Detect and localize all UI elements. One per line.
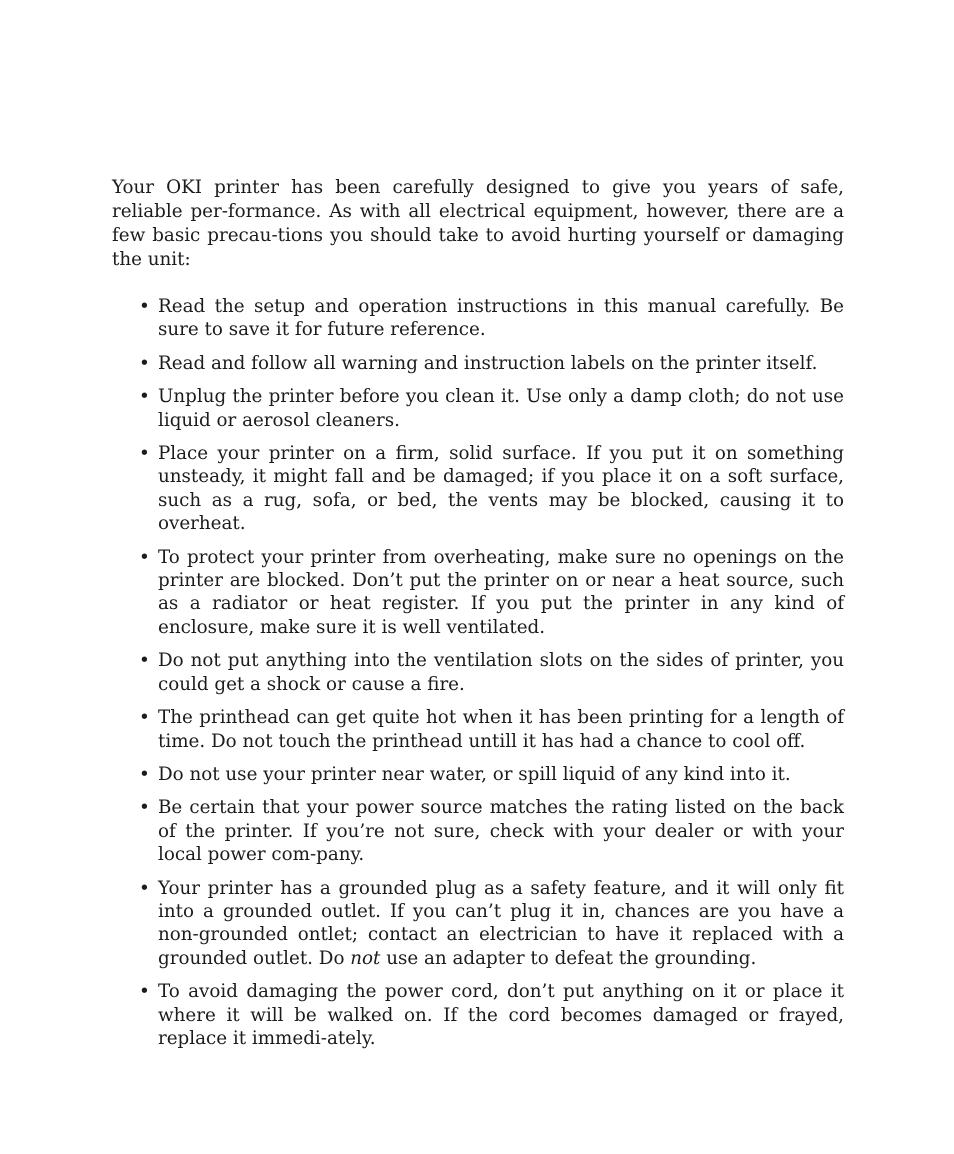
list-item (112, 796, 844, 866)
list-item-text: Place your printer on a firm, solid surface. If you put it on something unsteady, it might fall and be damaged; if you place it on a soft surface, such as a rug, sofa, or bed, the vents may be blocked, causing it to overheat. (158, 443, 844, 535)
list-item (112, 877, 844, 971)
list-item-text: Unplug the printer before you clean it. Use only a damp cloth; do not use liquid or aerosol cleaners. (158, 386, 844, 431)
bullet-icon: • (139, 386, 150, 408)
bullet-icon: • (139, 707, 150, 729)
bullet-icon: • (139, 797, 150, 819)
list-item-text: Read and follow all warning and instruction labels on the printer itself. (158, 352, 818, 374)
intro-paragraph: Your OKI printer has been carefully designed to give you years of safe, reliable per-formance. As with all electrical equipment, however, there are a few basic precau-tions you should take to avoid hurting yourself or damaging the unit: (112, 177, 844, 270)
list-item (112, 385, 844, 432)
bullet-icon: • (139, 650, 150, 672)
list-item-text-after: use an adapter to defeat the grounding. (380, 947, 757, 969)
list-item-text-before: Your printer has a grounded plug as a safety feature, and it will only fit into a grounded outlet. If you can’t plug it in, chances are you have a non-grounded ontlet; contact an electrician to have it replaced with a grounded outlet. Do (158, 877, 844, 969)
safety-page (112, 176, 844, 1060)
list-item (112, 352, 844, 375)
bullet-icon: • (139, 981, 150, 1003)
list-item (112, 295, 844, 342)
list-item-text: Do not use your printer near water, or spill liquid of any kind into it. (158, 763, 791, 785)
list-item-text: Be certain that your power source matches the rating listed on the back of the printer. If you’re not sure, check with your dealer or with your local power com-pany. (158, 797, 844, 866)
list-item (112, 763, 844, 786)
bullet-icon: • (139, 443, 150, 465)
list-item-text: To avoid damaging the power cord, don’t put anything on it or place it where it will be walked on. If the cord becomes damaged or frayed, replace it immedi-ately. (158, 981, 844, 1049)
list-item (112, 980, 844, 1050)
list-item-text: Do not put anything into the ventilation slots on the sides of printer, you could get a shock or cause a fire. (158, 650, 844, 695)
list-item-text: To protect your printer from overheating, make sure no openings on the printer are blocked. Don’t put the printer on or near a heat source, such as a radiator or heat register. If you put the printer in any kind of enclosure, make sure it is well ventilated. (158, 546, 844, 638)
bullet-icon: • (139, 296, 150, 317)
list-item-text: Read the setup and operation instructions in this manual carefully. Be sure to save it for future reference. (158, 296, 844, 341)
bullet-icon: • (139, 877, 150, 899)
list-item (112, 442, 844, 536)
bullet-icon: • (139, 546, 150, 568)
list-item (112, 706, 844, 753)
precautions-list (112, 295, 844, 1050)
bullet-icon: • (139, 352, 150, 374)
list-item-text: The printhead can get quite hot when it has been printing for a length of time. Do not touch the printhead untill it has had a chance to cool off. (158, 707, 844, 752)
list-item (112, 546, 844, 640)
bullet-icon: • (139, 763, 150, 785)
emphasis-text: not (350, 947, 381, 969)
list-item (112, 649, 844, 696)
